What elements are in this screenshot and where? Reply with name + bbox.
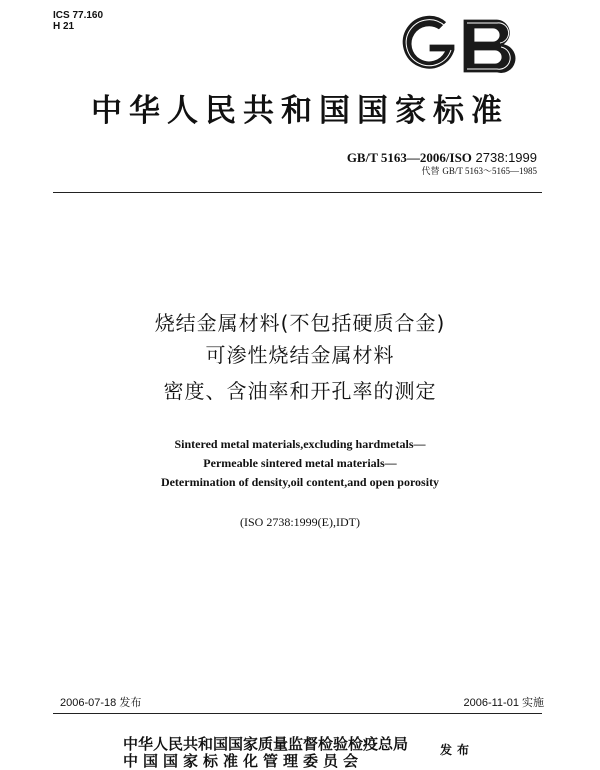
iso-number: 2738:1999 [471,150,537,165]
english-title-line-2: Permeable sintered metal materials— [203,456,397,470]
english-title-line-1: Sintered metal materials,excluding hardmetals— [174,437,426,451]
replaces-label: 代替 [421,167,440,177]
bottom-divider [53,713,542,714]
national-standard-title: 中华人民共和国国家标准 [91,93,509,129]
implementation-date: 2006-11-01 实施 [463,697,544,709]
gb-logo [393,10,529,82]
gb-logo-g [402,15,455,69]
replaces-note [422,166,537,178]
issuer-aqsiq: 中华人民共和国国家质量监督检验检疫总局 [123,735,409,753]
gb-logo-b [463,19,516,74]
ics-code: ICS 77.160 [53,10,104,21]
issuer-sac: 中国国家标准化管理委员会 [123,752,364,770]
english-title-line-3: Determination of density,oil content,and open porosity [160,475,440,489]
chinese-title-line-3: 密度、含油率和开孔率的测定 [163,379,437,403]
ccs-code: H 21 [53,21,75,32]
chinese-title-line-2: 可渗性烧结金属材料 [205,343,395,367]
issue-date: 2006-07-18 发布 [60,697,142,709]
top-divider [53,192,542,193]
standard-number [347,150,537,165]
chinese-title-line-1: 烧结金属材料(不包括硬质合金) [154,311,446,335]
gb-number: GB/T 5163—2006/ [346,150,450,165]
publish-label: 发布 [440,743,475,757]
adoption-note: (ISO 2738:1999(E),IDT) [240,515,360,529]
iso-prefix: ISO [449,150,472,165]
replaces-value: GB/T 5163～5165—1985 [442,166,537,176]
